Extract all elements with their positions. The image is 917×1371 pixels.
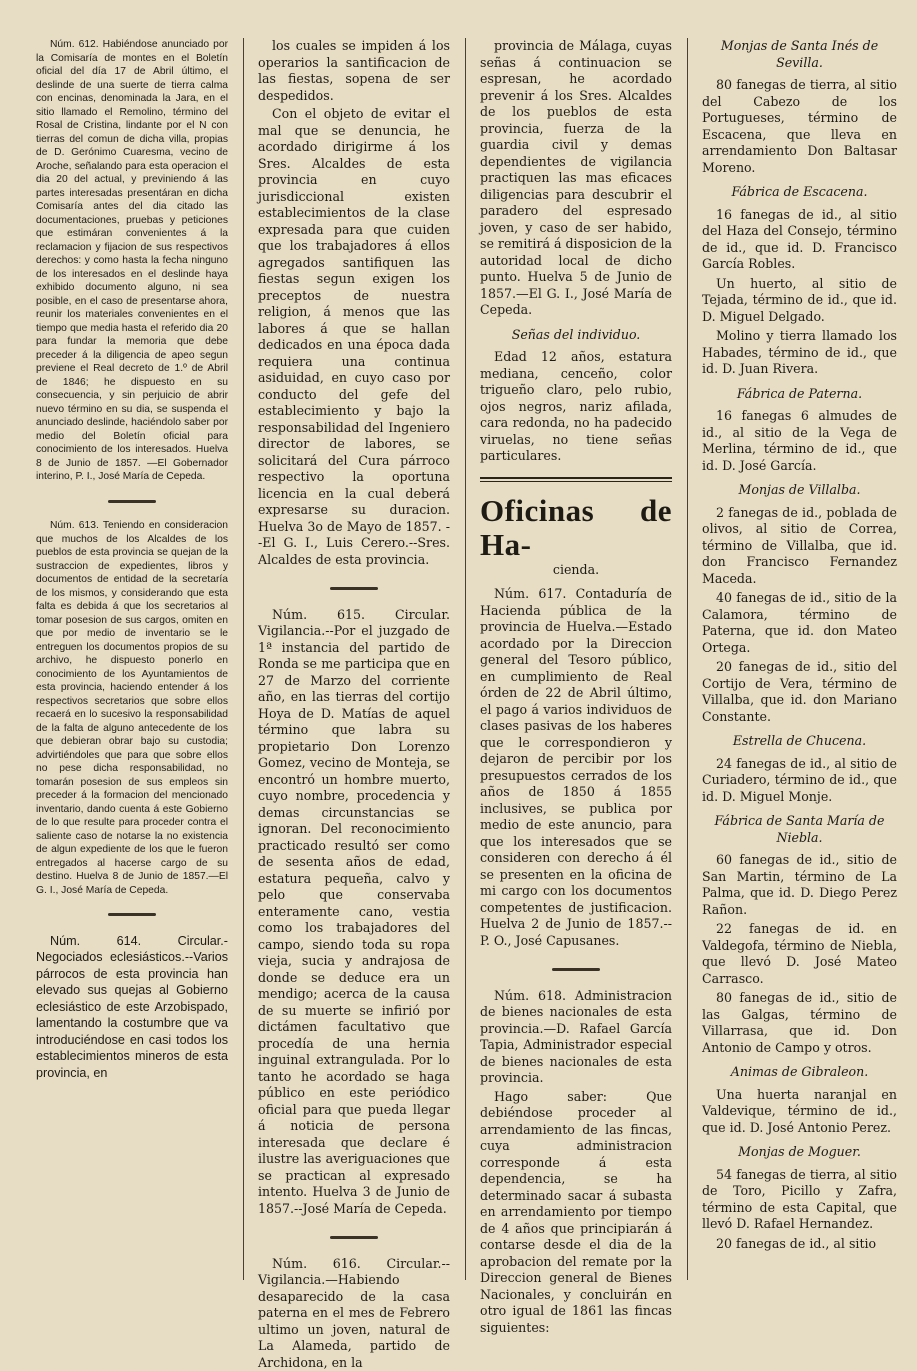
column-rule (465, 38, 466, 1280)
property-heading: Monjas de Villalba. (702, 482, 897, 499)
article-616-continuation: provincia de Málaga, cuyas señas á continuacion se espresan, he acordado prevenir á los Sres. Alcaldes de los pueblos de esta provincia, fuerza de la guardia civil y demas dependientes de vigilancia practiquen las mas eficaces diligencias para descubrir el paradero del espresado joven, y caso de ser habido, se remitirá á disposicion de la autoridad local de dicho punto. Huelva 5 de Junio de 1857.—El G. I., José María de Cepeda. (480, 38, 672, 319)
property-item: 16 fanegas 6 almudes de id., al sitio de la Vega de Merlina, término de id., que id. D. José García. (702, 408, 897, 474)
property-item: 22 fanegas de id. en Valdegofa, término de Niebla, que llevó D. José Mateo Carrasco. (702, 921, 897, 987)
separator (480, 959, 672, 976)
property-item: Molino y tierra llamado los Habades, término de id., que id. D. Juan Rivera. (702, 328, 897, 378)
article-614: Núm. 614. Circular.-Negociados eclesiásticos.--Varios párrocos de esta provincia han elevado sus quejas al Gobierno eclesiástico de este Arzobispado, lamentando la costumbre que va introduciéndose en casi todos los establecimientos mineros de esta provincia, en (36, 933, 228, 1082)
column-4 (702, 38, 897, 1280)
property-heading: Fábrica de Santa María de Niebla. (702, 813, 897, 846)
section-heading: Oficinas de Ha- (480, 494, 672, 562)
column-2 (258, 38, 450, 1280)
separator (36, 494, 228, 508)
property-item: 2 fanegas de id., poblada de olivos, al sitio de Correa, término de Villalba, que id. don Francisco Fernandez Maceda. (702, 505, 897, 588)
column-1 (36, 38, 228, 1280)
column-rule (687, 38, 688, 1280)
article-617: Núm. 617. Contaduría de Hacienda pública de la provincia de Huelva.—Estado acordado por la Direccion general del Tesoro público, en cumplimiento de Real órden de 22 de Abril último, el pago á varios individuos de clases pasivas de los haberes que le correspondieron y dejaron de percibir por los presupuestos cerrados de los años de 1850 á 1855 inclusives, se publica por medio de este anuncio, para que los interesados que se consideren con derecho á él se presenten en la oficina de mi cargo con los documentos competentes de justificacion. Huelva 2 de Junio de 1857.-- P. O., José Capusanes. (480, 586, 672, 949)
property-item: 20 fanegas de id., sitio del Cortijo de Vera, término de Villalba, que id. don Mariano Constante. (702, 659, 897, 725)
property-heading: Animas de Gibraleon. (702, 1064, 897, 1081)
property-item: Un huerto, al sitio de Tejada, término de id., que id. D. Miguel Delgado. (702, 276, 897, 326)
article-612: Núm. 612. Habiéndose anunciado por la Comisaría de montes en el Boletín oficial del día 17 de Abril último, el deslinde de una suerte de tierra calma con encinas, denominada la Jara, en el sitio llamado el Remolino, término del Rosal de Cristina, lindante por el N con tierras del comun de dicha villa, propias de D. Gerónimo Cuaresma, vecino de Aroche, señalando para esta operacion el dia 20 del actual, y previniendo á las partes interesadas presentáran en dicha Comisaría antes del dia citado las documentaciones, pruebas y peticiones que estimáran convenientes á la reclamacion y fijacion de sus respectivos derechos: y como hasta la fecha ninguno de los interesados en el deslinde haya exhibido documento alguno, ni sea posible, en el caso de presentarse ahora, reunir los materiales convenientes en el tiempo que media hasta el referido dia 20 para fundar la memoria que debe preceder á la diligencia de apeo segun previene el Real decreto de 1.º de Abril de 1846; he dispuesto en su consecuencia, y sin perjuicio de abrir nuevo término en su dia, se suspenda el anunciado deslinde, haciéndolo saber por medio del Boletín oficial para conocimiento de los interesados. Huelva 8 de Junio de 1857. —El Gobernador interino, P. I., José María de Cepeda. (36, 38, 228, 484)
column-3 (480, 38, 672, 1280)
column-rule (243, 38, 244, 1280)
senas-text: Edad 12 años, estatura mediana, cenceño, color trigueño claro, pelo rubio, ojos negros, nariz afilada, cara redonda, no ha padecido viruelas, no tiene señas particulares. (480, 349, 672, 465)
section-heading-cont: cienda. (480, 562, 672, 579)
property-heading: Fábrica de Escacena. (702, 184, 897, 201)
separator (258, 1227, 450, 1244)
article-618: Núm. 618. Administracion de bienes nacionales de esta provincia.—D. Rafael García Tapia, Administrador especial de bienes nacionales de esta provincia. (480, 988, 672, 1087)
property-item: 40 fanegas de id., sitio de la Calamora, término de Paterna, que id. don Mateo Ortega. (702, 590, 897, 656)
property-heading: Monjas de Santa Inés de Sevilla. (702, 38, 897, 71)
separator (258, 578, 450, 595)
property-item: 24 fanegas de id., al sitio de Curiadero, término de id., que id. D. Miguel Monje. (702, 756, 897, 806)
property-item: Una huerta naranjal en Valdevique, término de id., que id. D. José Antonio Perez. (702, 1087, 897, 1137)
property-item: 20 fanegas de id., al sitio (702, 1236, 897, 1253)
article-613: Núm. 613. Teniendo en consideracion que muchos de los Alcaldes de los pueblos de esta provincia se quejan de la sustraccion de expedientes, libros y documentos de entidad de la secretaría de los mismos, y considerando que esta falta es debida á que los secretarios al tomar posesion de sus cargos, omiten en que por medio de inventario se le entreguen los documentos propios de su archivo, he dispuesto ponerlo en conocimiento de los Ayuntamientos de esta provincia, haciendo entender á los respectivos secretarios que sobre ellos recaerá en lo sucesivo la responsabilidad de la falta de alguno antecedente de los que debieran obrar bajo su custodia; advirtiéndoles que para que sobre ellos no pese dicha responsabilidad, no tomarán posesion de sus empleos sin preceder á la formacion del mencionado inventario, dando cuenta á este Gobierno de lo que resulte para proceder contra el saliente caso de notarse la no existencia de algun expediente de los que le fueron entregados al hacerse cargo de su destino. Huelva 8 de Junio de 1857.—El G. I., José María de Cepeda. (36, 519, 228, 897)
article-614-continuation: los cuales se impiden á los operarios la santificacion de las fiestas, sopena de ser despedidos. (258, 38, 450, 104)
property-heading: Monjas de Moguer. (702, 1144, 897, 1161)
article-614-body: Con el objeto de evitar el mal que se denuncia, he acordado dirigirme á los Sres. Alcaldes de esta provincia en cuyo jurisdiccional existen establecimientos de la clase expresada para que cuiden que los trabajadores á ellos agregados santifiquen las fiestas segun exigen los preceptos de nuestra religion, á menos que las labores á que se hallan dedicados en una época dada requiera una continua asiduidad, en cuyo caso por conducto del gefe del establecimiento y bajo la responsabilidad del Ingeniero director de labores, se solicitará del Cura párroco respectivo la oportuna licencia en la cual deberá expresarse su duracion. Huelva 3o de Mayo de 1857. --El G. I., Luis Cerero.--Sres. Alcaldes de esta provincia. (258, 106, 450, 568)
property-item: 80 fanegas de id., sitio de las Galgas, término de Villarrasa, que id. Don Antonio de Campo y otros. (702, 990, 897, 1056)
section-rule (480, 477, 672, 482)
property-heading: Fábrica de Paterna. (702, 386, 897, 403)
article-615: Núm. 615. Circular. Vigilancia.--Por el juzgado de 1ª instancia del partido de Ronda se me participa que en 27 de Marzo del corriente año, en las tierras del cortijo Hoya de D. Matías de aquel término que labra su propietario Don Lorenzo Gomez, vecino de Monteja, se encontró un hombre muerto, cuyo nombre, procedencia y demas circunstancias se ignoran. Del reconocimiento practicado resultó ser como de sesenta años de edad, estatura pequeña, calvo y pelo que conservaba enteramente cano, vestia como los trabajadores del campo, siendo toda su ropa vieja, sucia y andrajosa de donde se deduce era un mendigo; acerca de la causa de su muerte se infirió por dictámen facultativo que procedía de una hernia inguinal extrangulada. Por lo tanto he acordado se haga público en este periódico oficial para que pueda llegar á noticia de persona interesada que declare é ilustre las averiguaciones que se practican al expresado intento. Huelva 3 de Junio de 1857.--José María de Cepeda. (258, 607, 450, 1218)
separator (36, 907, 228, 921)
property-item: 80 fanegas de tierra, al sitio del Cabezo de los Portugueses, término de Escacena, que lleva en arrendamiento Don Baltasar Moreno. (702, 77, 897, 176)
property-item: 60 fanegas de id., sitio de San Martin, término de La Palma, que id. D. Diego Perez Rañon. (702, 852, 897, 918)
property-item: 54 fanegas de tierra, al sitio de Toro, Picillo y Zafra, término de esta Capital, que llevó D. Rafael Hernandez. (702, 1167, 897, 1233)
property-heading: Estrella de Chucena. (702, 733, 897, 750)
property-item: 16 fanegas de id., al sitio del Haza del Consejo, término de id., que id. D. Francisco García Robles. (702, 207, 897, 273)
article-616: Núm. 616. Circular.--Vigilancia.—Habiendo desaparecido de la casa paterna en el mes de Febrero ultimo un joven, natural de La Alameda, partido de Archidona, en la (258, 1256, 450, 1371)
senas-title: Señas del individuo. (480, 327, 672, 344)
article-618-body: Hago saber: Que debiéndose proceder al arrendamiento de las fincas, cuya administracion corresponde á esta dependencia, se ha determinado sacar á subasta en arrendamiento por tiempo de 4 años que principiarán á contarse desde el dia de la aprobacion del remate por la Direccion general de Bienes Nacionales, y concluirán en otro igual de 1861 las fincas siguientes: (480, 1089, 672, 1337)
